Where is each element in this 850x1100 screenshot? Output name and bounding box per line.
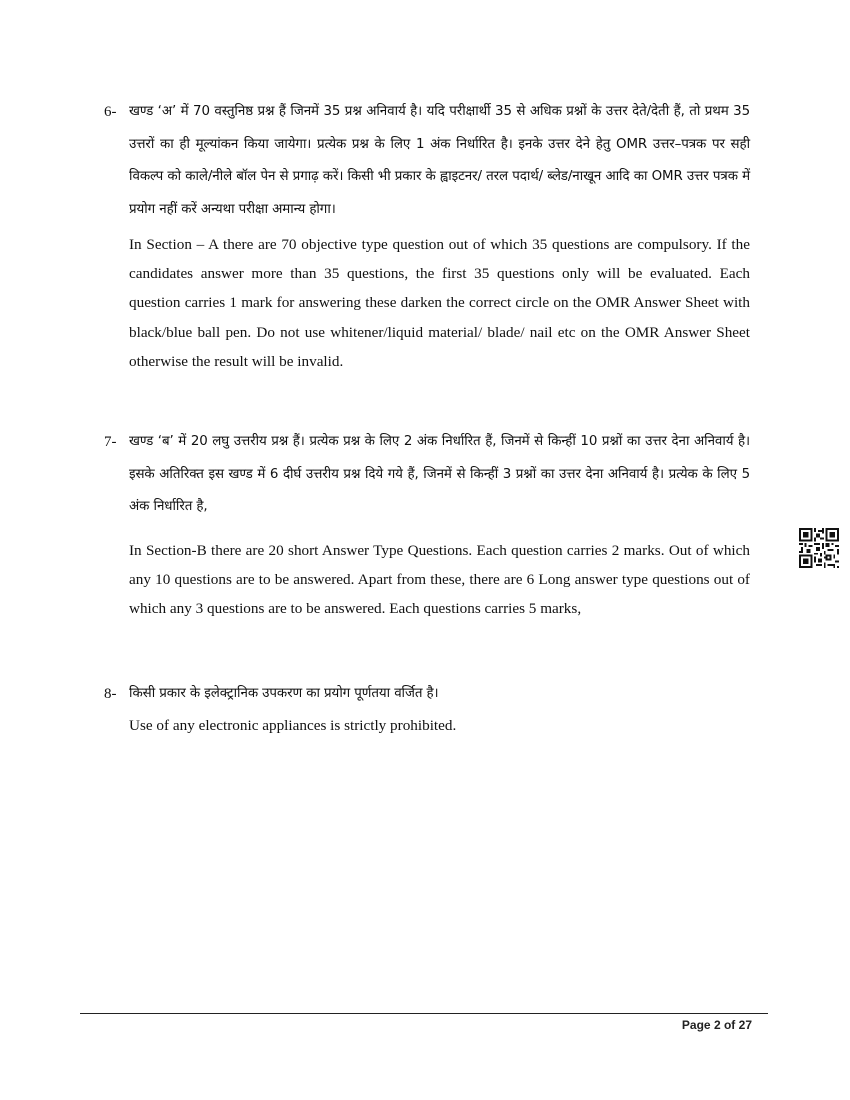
instruction-item-6 — [104, 96, 750, 376]
page-number: 2 — [713, 1018, 721, 1032]
total-pages: 27 — [738, 1018, 752, 1032]
instruction-number: 8- — [104, 686, 117, 702]
instruction-hindi-text: किसी प्रकार के इलेक्ट्रानिक उपकरण का प्रयोग पूर्णतया वर्जित है। — [129, 686, 439, 701]
instruction-number: 6- — [104, 104, 117, 120]
qr-code-icon — [799, 528, 839, 568]
instruction-hindi-text: खण्ड ‘ब’ में 20 लघु उत्तरीय प्रश्न हैं। प्रत्येक प्रश्न के लिए 2 अंक निर्धारित हैं, जिनमें से किन्हीं 10 प्रश्नों का उत्तर देना अनिवार्य है। इसके अतिरिक्त इस खण्ड में 6 दीर्घ उत्तरीय प्रश्न दिये गये हैं, जिनमें से किन्हीं 3 प्रश्नों का उत्तर देना अनिवार्य है। प्रत्येक के लिए 5 अंक निर्धारित है, — [129, 434, 750, 514]
instruction-english-text: Use of any electronic appliances is strictly prohibited. — [129, 716, 457, 734]
instruction-hindi-text: खण्ड ‘अ’ में 70 वस्तुनिष्ठ प्रश्न हैं जिनमें 35 प्रश्न अनिवार्य है। यदि परीक्षार्थी 35 से अधिक प्रश्नों के उत्तर देते/देती हैं, तो प्रथम 35 उत्तरों का ही मूल्यांकन किया जायेगा। प्रत्येक प्रश्न के लिए 1 अंक निर्धारित है। इनके उत्तर देने हेतु OMR उत्तर–पत्रक पर सही विकल्प को काले/नीले बॉल पेन से प्रगाढ़ करें। किसी भी प्रकार के ह्वाइटनर/ तरल पदार्थ/ ब्लेड/नाखून आदि का OMR उत्तर पत्रक में प्रयोग नहीं करें अन्यथा परीक्षा अमान्य होगा। — [129, 104, 750, 217]
footer-divider — [80, 1013, 768, 1014]
instruction-item-7 — [104, 426, 750, 623]
instruction-number: 7- — [104, 434, 117, 450]
instruction-english-text: In Section – A there are 70 objective type question out of which 35 questions are compulsory. If the candidates answer more than 35 questions, the first 35 questions only will be evaluated. Each question carries 1 mark for answering these darken the correct circle on the OMR Answer Sheet with black/blue ball pen. Do not use whitener/liquid material/ blade/ nail etc on the OMR Answer Sheet otherwise the result will be invalid. — [129, 236, 750, 370]
page-label: Page — [681, 1018, 711, 1032]
page-footer — [682, 1018, 752, 1032]
instruction-item-8 — [104, 678, 750, 740]
instruction-english-text: In Section-B there are 20 short Answer Type Questions. Each question carries 2 marks. Out of which any 10 questions are to be answered. Apart from these, there are 6 Long answer type questions out of which any 3 questions are to be answered. Each questions carries 5 marks, — [129, 541, 750, 617]
page-of-label: of — [723, 1018, 736, 1032]
